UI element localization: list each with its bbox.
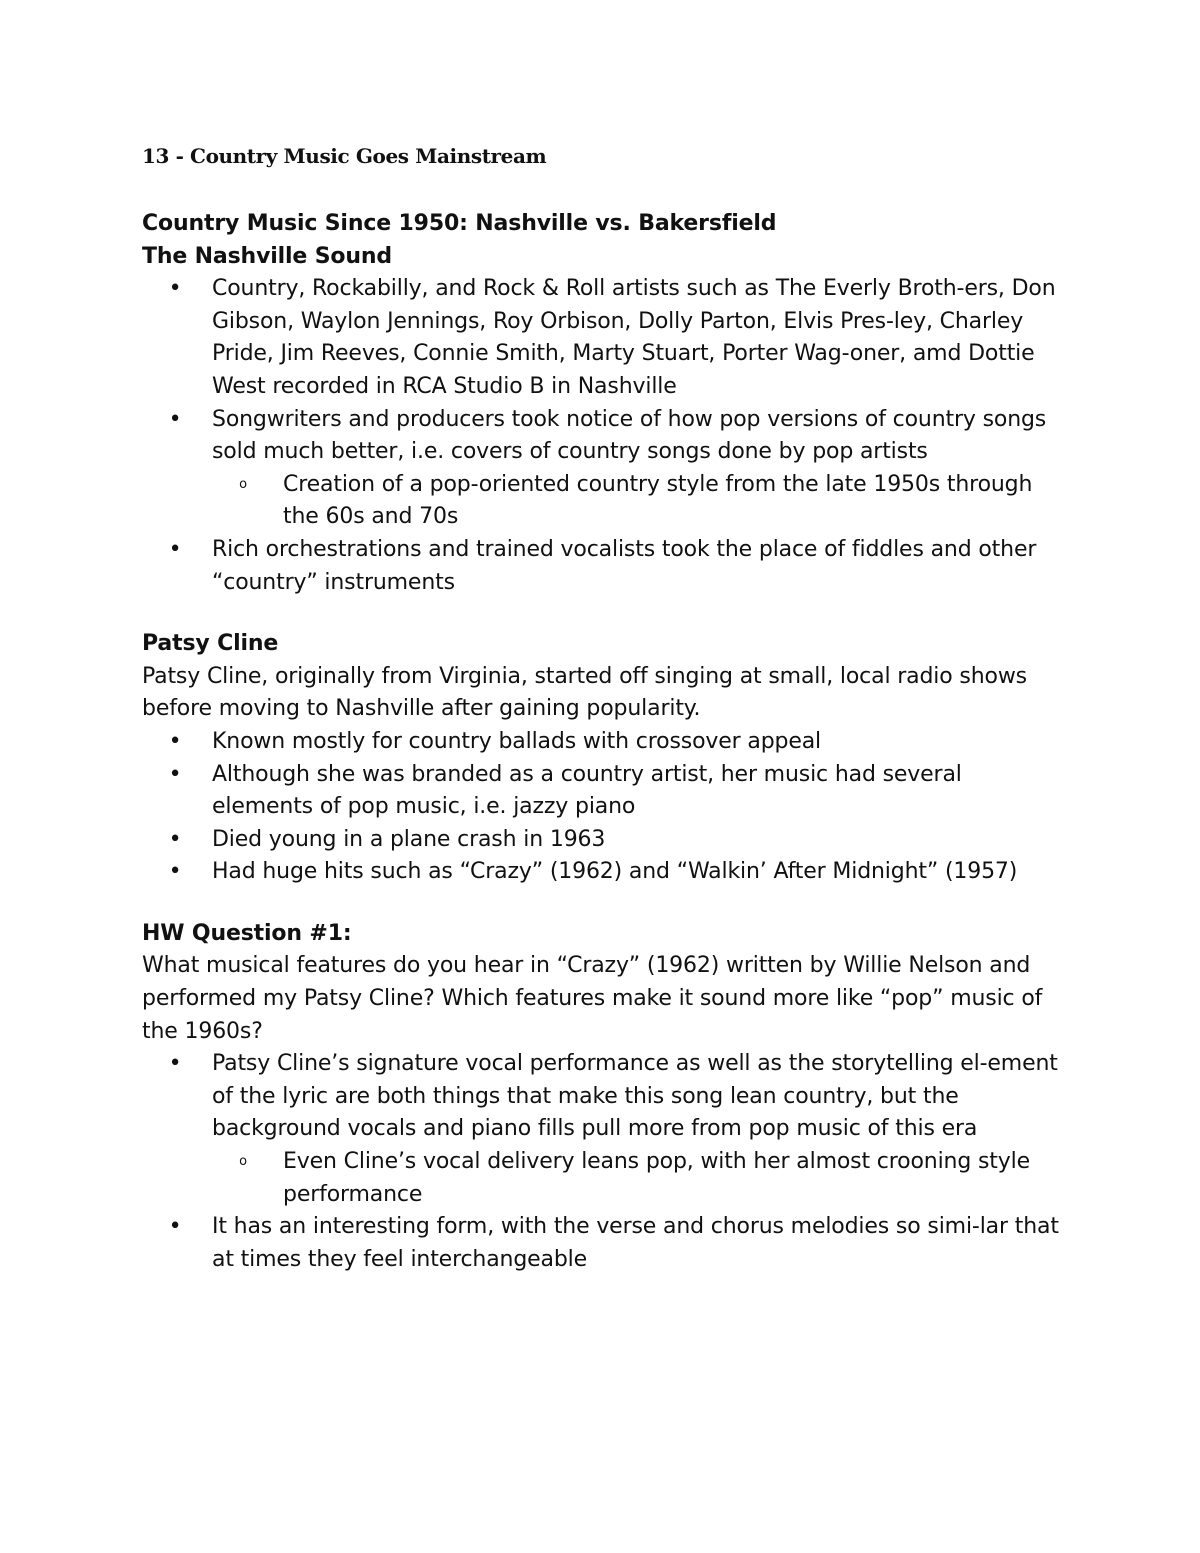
patsy-cline-bullet-list bbox=[142, 726, 1062, 889]
nashville-bullet-list bbox=[142, 273, 1062, 599]
nested-bullet-list bbox=[212, 469, 1062, 534]
hw-answer-bullet-list bbox=[142, 1048, 1062, 1276]
list-item bbox=[168, 1048, 1062, 1211]
bullet-icon: • bbox=[168, 1214, 182, 1240]
bullet-icon: • bbox=[168, 1051, 182, 1077]
section-spacer bbox=[142, 889, 1062, 918]
list-item-text: Songwriters and producers took notice of how pop versions of country songs sold much better, i.e. covers of country songs done by pop artists bbox=[212, 406, 1047, 465]
sub-bullet-icon: o bbox=[239, 1154, 247, 1170]
list-item bbox=[168, 759, 1062, 824]
nested-bullet-list bbox=[212, 1146, 1062, 1211]
list-item bbox=[168, 1211, 1062, 1276]
list-item-text: Creation of a pop-oriented country style from the late 1950s through the 60s and 70s bbox=[283, 471, 1033, 530]
list-item bbox=[168, 824, 1062, 857]
section-heading-hw-question: HW Question #1: bbox=[142, 920, 352, 946]
document-body bbox=[142, 208, 1062, 1276]
section-heading-country-since-1950: Country Music Since 1950: Nashville vs. Bakersfield bbox=[142, 211, 777, 236]
bullet-icon: • bbox=[168, 276, 182, 302]
bullet-icon: • bbox=[168, 859, 182, 885]
list-item-text: Had huge hits such as “Crazy” (1962) and “Walkin’ After Midnight” (1957) bbox=[212, 859, 1018, 885]
list-item-text: Country, Rockabilly, and Rock & Roll artists such as The Everly Broth-ers, Don Gibson, Waylon Jennings, Roy Orbison, Dolly Parton, Elvis Pres-ley, Charley Pride, Jim Reeves, Connie Smith, Marty Stuart, Porter Wag-oner, amd Dottie West recorded in RCA Studio B in Nashville bbox=[212, 276, 1056, 399]
list-item-text: Died young in a plane crash in 1963 bbox=[212, 826, 606, 852]
bullet-icon: • bbox=[168, 826, 182, 852]
list-item bbox=[239, 469, 1062, 534]
list-item bbox=[239, 1146, 1062, 1211]
sub-bullet-icon: o bbox=[239, 476, 247, 492]
list-item bbox=[168, 534, 1062, 599]
list-item-text: Patsy Cline’s signature vocal performance as well as the storytelling el-ement of the lyric are both things that make this song lean country, but the background vocals and piano fills pull more from pop music of this era bbox=[212, 1051, 1058, 1142]
bullet-icon: • bbox=[168, 761, 182, 787]
list-item-text: Although she was branded as a country artist, her music had several elements of pop music, i.e. jazzy piano bbox=[212, 761, 962, 820]
section-subheading-nashville-sound: The Nashville Sound bbox=[142, 243, 392, 269]
list-item bbox=[168, 404, 1062, 534]
hw-question-text: What musical features do you hear in “Crazy” (1962) written by Willie Nelson and performed my Patsy Cline? Which features make it sound more like “pop” music of the 1960s? bbox=[142, 953, 1043, 1044]
list-item bbox=[168, 856, 1062, 889]
bullet-icon: • bbox=[168, 406, 182, 432]
section-spacer bbox=[142, 599, 1062, 628]
list-item bbox=[168, 726, 1062, 759]
section-heading-patsy-cline: Patsy Cline bbox=[142, 631, 279, 657]
document-title: 13 - Country Music Goes Mainstream bbox=[142, 144, 547, 168]
list-item bbox=[168, 273, 1062, 403]
list-item-text: Even Cline’s vocal delivery leans pop, with her almost crooning style performance bbox=[283, 1149, 1030, 1207]
list-item-text: Known mostly for country ballads with crossover appeal bbox=[212, 728, 822, 754]
patsy-cline-intro: Patsy Cline, originally from Virginia, started off singing at small, local radio shows before moving to Nashville after gaining popularity. bbox=[142, 663, 1027, 722]
bullet-icon: • bbox=[168, 536, 182, 562]
list-item-text: It has an interesting form, with the verse and chorus melodies so simi-lar that at times they feel interchangeable bbox=[212, 1214, 1059, 1272]
bullet-icon: • bbox=[168, 728, 182, 754]
list-item-text: Rich orchestrations and trained vocalists took the place of fiddles and other “country” instruments bbox=[212, 536, 1037, 595]
